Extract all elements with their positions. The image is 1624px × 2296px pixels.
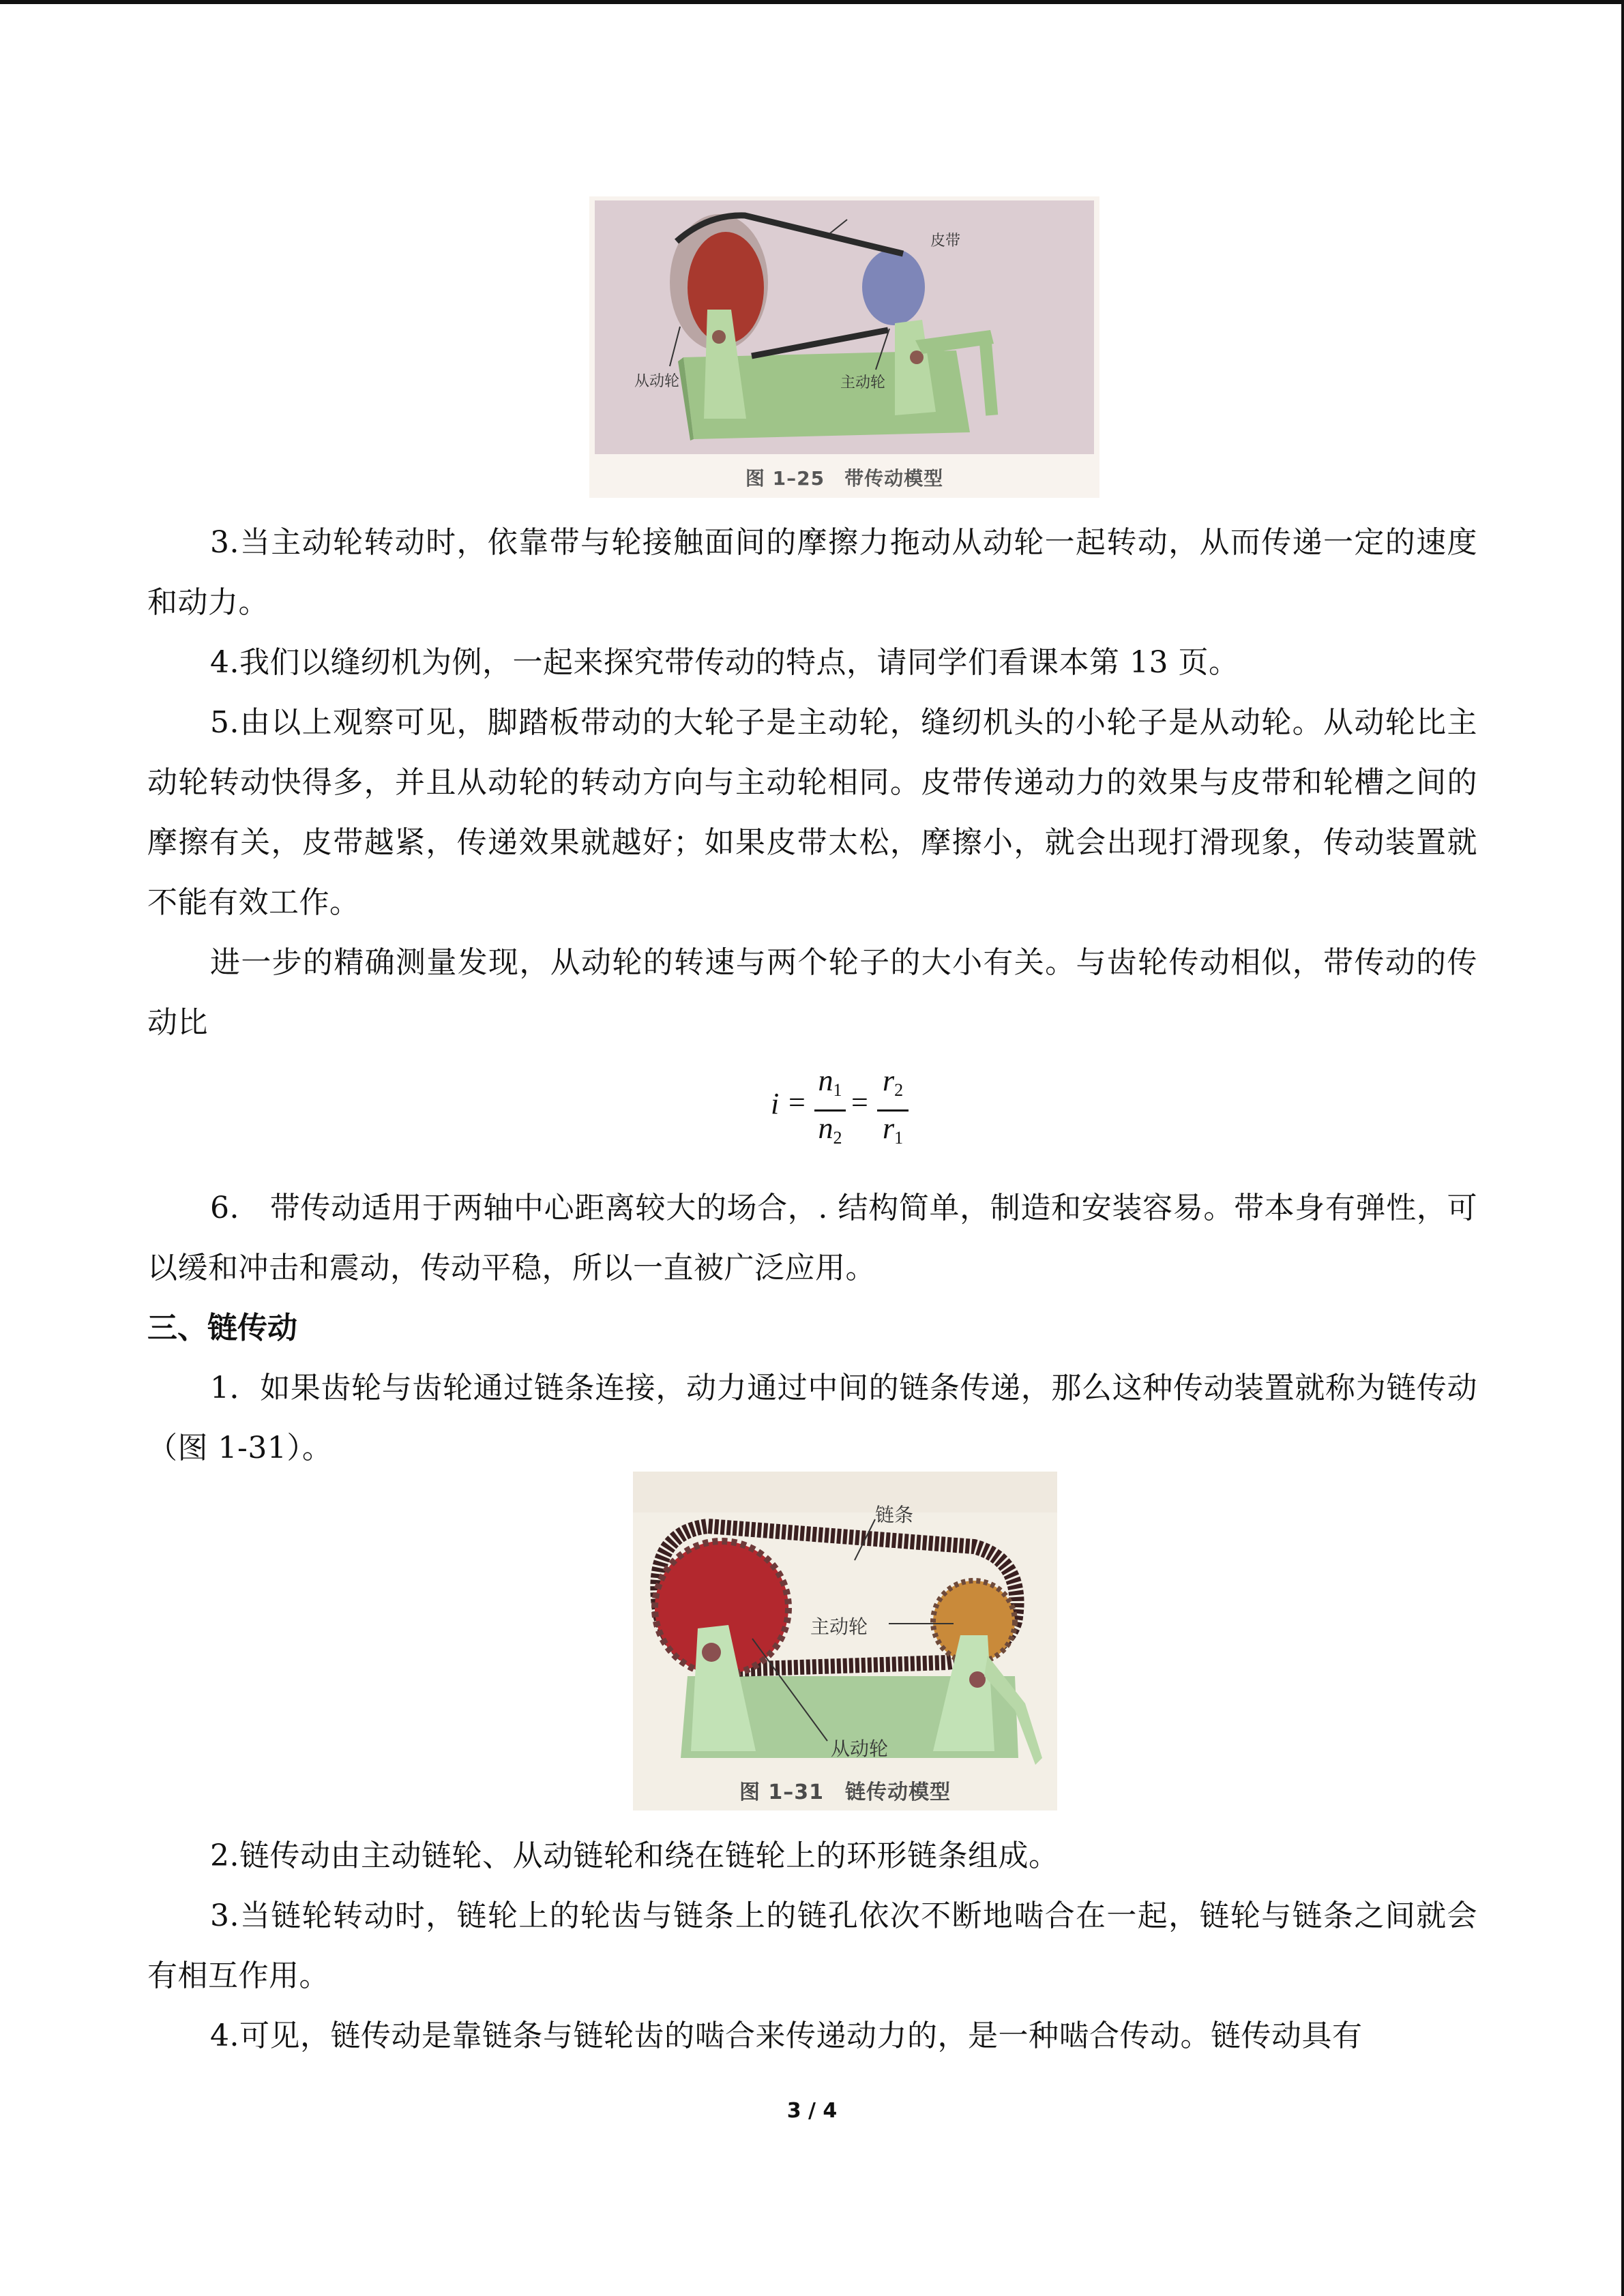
belt-drive-illustration — [595, 200, 1094, 454]
chain-paragraph-1: 1．如果齿轮与齿轮通过链条连接，动力通过中间的链条传递，那么这种传动装置就称为链传动（图 1-31）。 — [147, 1371, 1477, 1465]
page-top-border — [0, 0, 1624, 4]
text-block-chain — [147, 1178, 1477, 1478]
paragraph-6: 6. 带传动适用于两轴中心距离较大的场合，. 结构简单，制造和安装容易。带本身有弹性，可以缓和冲击和震动，传动平稳，所以一直被广泛应用。 — [147, 1191, 1477, 1285]
text-block-belt — [147, 513, 1477, 1053]
figure-caption: 图 1–31 链传动模型 — [739, 1780, 951, 1804]
label-driver-sprocket: 主动轮 — [810, 1615, 868, 1638]
transmission-ratio-formula: i = $n_1$ $n_2$ = $r_2$ $r_1$ — [771, 1067, 934, 1156]
figure-belt-drive-model — [589, 196, 1099, 498]
page-right-border — [1621, 0, 1624, 2296]
label-driven-sprocket: 从动轮 — [831, 1738, 889, 1760]
paragraph-5: 5.由以上观察可见，脚踏板带动的大轮子是主动轮，缝纫机头的小轮子是从动轮。从动轮比主动轮转动快得多，并且从动轮的转动方向与主动轮相同。皮带传递动力的效果与皮带和轮槽之间的摩擦有关，皮带越紧，传递效果就越好；如果皮带太松，摩擦小，就会出现打滑现象，传动装置就不能有效工作。 — [147, 705, 1477, 920]
label-chain: 链条 — [875, 1504, 914, 1526]
chain-paragraph-2: 2.链传动由主动链轮、从动链轮和绕在链轮上的环形链条组成。 — [210, 1838, 1059, 1873]
figure-chain-drive-model — [633, 1472, 1057, 1810]
label-driver-wheel: 主动轮 — [840, 374, 886, 391]
section-heading-chain-drive: 三、链传动 — [147, 1311, 297, 1345]
formula-lhs: i — [771, 1087, 780, 1120]
text-block-chain-2 — [147, 1826, 1477, 2066]
figure-caption: 图 1–25 带传动模型 — [745, 467, 944, 490]
formula-equals: = — [788, 1086, 806, 1119]
chain-paragraph-4: 4.可见，链传动是靠链条与链轮齿的啮合来传递动力的，是一种啮合传动。链传动具有 — [210, 2018, 1363, 2053]
label-driven-wheel: 从动轮 — [634, 373, 680, 390]
page-number: 3 / 4 — [786, 2099, 838, 2123]
paragraph-4: 4.我们以缝纫机为例，一起来探究带传动的特点，请同学们看课本第 13 页。 — [210, 645, 1239, 680]
formula-equals-2: = — [851, 1086, 868, 1119]
paragraph-3: 3.当主动轮转动时，依靠带与轮接触面间的摩擦力拖动从动轮一起转动，从而传递一定的速度和动力。 — [147, 525, 1477, 620]
chain-paragraph-3: 3.当链轮转动时，链轮上的轮齿与链条上的链孔依次不断地啮合在一起，链轮与链条之间就会有相互作用。 — [147, 1898, 1477, 1993]
belt-drive-photo — [595, 200, 1094, 454]
label-belt: 皮带 — [930, 233, 961, 250]
paragraph-transmission-ratio: 进一步的精确测量发现，从动轮的转速与两个轮子的大小有关。与齿轮传动相似，带传动的传动比 — [147, 945, 1477, 1040]
